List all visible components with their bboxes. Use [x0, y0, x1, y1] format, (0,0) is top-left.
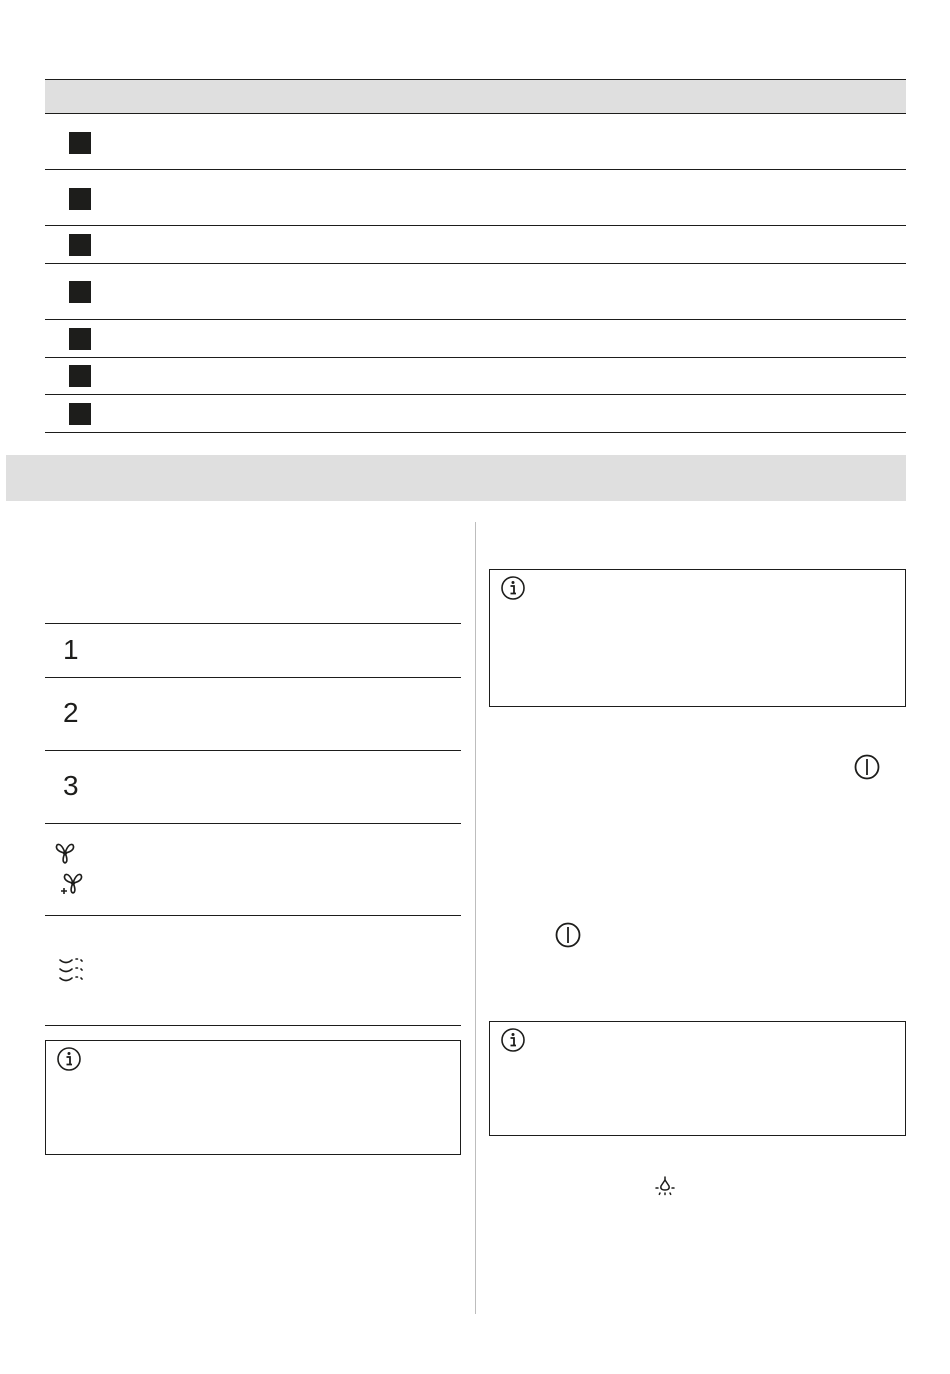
power-icon — [555, 922, 581, 948]
table-row — [45, 395, 906, 433]
fan-icon — [53, 841, 77, 865]
black-square-icon — [69, 328, 91, 350]
info-icon — [501, 576, 525, 600]
steam-icon — [58, 956, 88, 984]
list-item — [45, 623, 461, 677]
info-icon — [501, 1028, 525, 1052]
black-square-icon — [69, 188, 91, 210]
black-square-icon — [69, 234, 91, 256]
list-item — [45, 677, 461, 750]
info-note-box — [489, 569, 906, 707]
table-row — [45, 170, 906, 226]
black-square-icon — [69, 403, 91, 425]
top-table-header — [45, 79, 906, 114]
column-divider — [475, 522, 476, 1314]
section-heading-bar — [6, 455, 906, 501]
light-bulb-icon — [652, 1174, 678, 1200]
fan-plus-icon — [59, 871, 85, 897]
control-panel-list — [45, 623, 461, 1026]
speed-3-label: 3 — [63, 770, 79, 801]
table-row — [45, 264, 906, 320]
table-row — [45, 226, 906, 264]
black-square-icon — [69, 132, 91, 154]
top-table — [45, 79, 906, 433]
speed-1-label: 1 — [63, 634, 79, 665]
table-row — [45, 114, 906, 170]
table-row — [45, 358, 906, 395]
info-note-box — [489, 1021, 906, 1136]
info-note-box — [45, 1040, 461, 1155]
power-icon — [854, 754, 880, 780]
black-square-icon — [69, 365, 91, 387]
info-icon — [57, 1047, 81, 1071]
list-item — [45, 915, 461, 1026]
list-item — [45, 750, 461, 823]
black-square-icon — [69, 281, 91, 303]
table-row — [45, 320, 906, 358]
speed-2-label: 2 — [63, 697, 79, 728]
list-item — [45, 823, 461, 915]
